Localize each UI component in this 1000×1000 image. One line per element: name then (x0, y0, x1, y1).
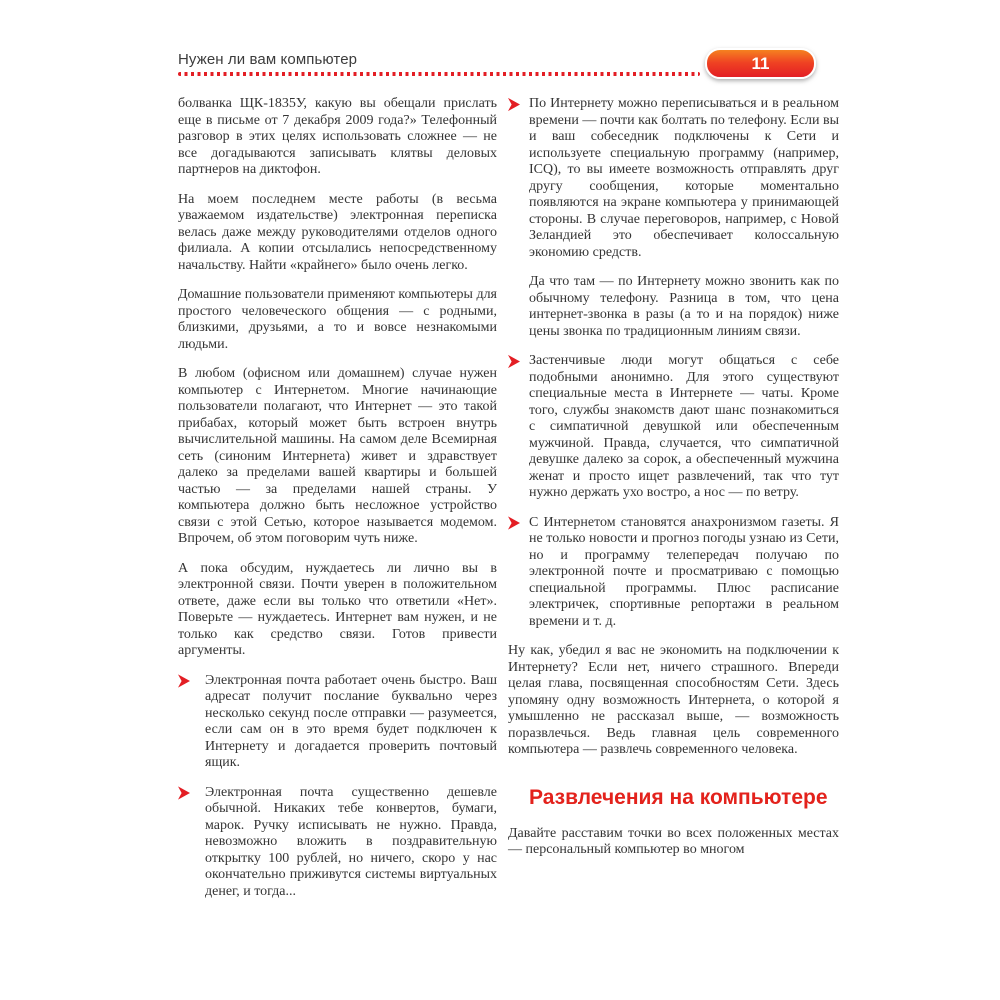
bullet-arrow-icon (508, 97, 520, 112)
bullet-text: Электронная почта существенно дешевле обычной. Никаких тебе конвертов, бумаги, марок. Ручку исписывать не нужно. Правда, невозможно вложить в поздравительную открытку 100 рублей, но ничего, скоро у нас окончательно приживутся системы виртуальных денег, и тогда... (205, 784, 497, 899)
bullet-arrow-icon (508, 516, 520, 531)
paragraph: Давайте расставим точки во всех положенных местах — персональный компьютер во многом (508, 825, 839, 857)
paragraph: болванка ЩК-1835У, какую вы обещали прислать еще в письме от 7 декабря 2009 года?» Телефонный разговор в этих целях использовать сложнее — не все догадываются записывать клятвы деловых партнеров на диктофон. (178, 96, 497, 177)
right-column (508, 96, 839, 859)
bullet-arrow-icon (178, 786, 190, 801)
section-heading: Развлечения на компьютере (529, 785, 828, 809)
bullet-item (508, 515, 839, 631)
paragraph: Ну как, убедил я вас не экономить на подключении к Интернету? Если нет, ничего страшного. Впереди целая глава, посвященная способностям Сети. Здесь упомяну одну возможность Интернета, о которой я умышленно не рассказал выше, — возможность поразвлечься. Ведь главная цель современного компьютера — развлечь современного человека. (508, 643, 839, 757)
paragraph: А пока обсудим, нуждаетесь ли лично вы в электронной связи. Почти уверен в положительном ответе, даже если вы только что ответили «Нет». Поверьте — нуждаетесь. Интернет вам нужен, и не только как средство связи. Готов привести аргументы. (178, 560, 497, 658)
paragraph: Да что там — по Интернету можно звонить как по обычному телефону. Разница в том, что цена интернет-звонка в разы (а то и на порядок) ниже цены звонка по традиционным линиям связи. (529, 274, 839, 339)
paragraph: На моем последнем месте работы (в весьма уважаемом издательстве) электронная переписка велась даже между руководителями отделов одного филиала. А копии отсылались непосредственному начальству. Найти «крайнего» было очень легко. (178, 191, 497, 273)
paragraph: В любом (офисном или домашнем) случае нужен компьютер с Интернетом. Многие начинающие пользователи полагают, что Интернет — это такой прибабах, который может быть встроен внутрь вычислительной машины. На самом деле Всемирная сеть (синоним Интернета) живет и здравствует далеко за пределами вашей квартиры и большей частью — за пределами нашей страны. У компьютера должно быть несложное устройство связи с этой Сетью, которое называется модемом. Впрочем, об этом поговорим чуть ниже. (178, 366, 497, 546)
bullet-item (508, 96, 839, 261)
bullet-arrow-icon (178, 674, 190, 689)
page-number: 11 (751, 53, 770, 73)
bullet-item (178, 785, 497, 901)
running-header: Нужен ли вам компьютер (178, 51, 358, 68)
bullet-item (508, 353, 839, 502)
page-number-badge (705, 48, 816, 79)
bullet-text: Застенчивые люди могут общаться с себе подобными анонимно. Для этого существуют специальные места в Интернете — чаты. Кроме того, службы знакомств дают шанс познакомиться с симпатичной девушкой или обеспеченным мужчиной. Правда, случается, что симпатичной девушке далеко за сорок, а обеспеченный мужчина женат и просто ищет развлечений, так что тут нужно держать ухо востро, а нос — по ветру. (529, 353, 839, 500)
bullet-text: По Интернету можно переписываться и в реальном времени — почти как болтать по телефону. Если вы и ваш собеседник подключены к Сети и используете специальную программу (например, ICQ), то вы имеете возможность отправлять друг другу сообщения, которые моментально появляются на экране компьютера у принимающей стороны. В случае переговоров, например, с Новой Зеландией это обеспечивает колоссальную экономию средств. (529, 96, 839, 260)
bullet-arrow-icon (508, 354, 520, 369)
paragraph: Домашние пользователи применяют компьютеры для простого человеческого общения — с родными, близкими, друзьями, а то и вовсе незнакомыми людьми. (178, 287, 497, 352)
left-column (178, 96, 497, 913)
header-dotted-line (178, 72, 700, 76)
bullet-text: Электронная почта работает очень быстро. Ваш адресат получит послание буквально через несколько секунд после отправки — разумеется, если сам он в это время будет подключен к Интернету и догадается проверить почтовый ящик. (205, 672, 497, 770)
bullet-text: С Интернетом становятся анахронизмом газеты. Я не только новости и прогноз погоды узнаю из Сети, но и программу телепередач получаю по электронной почте и просматриваю с помощью специальной программы. Плюс расписание электричек, спортивные репортажи в реальном времени и т. д. (529, 514, 839, 629)
bullet-item (178, 673, 497, 772)
